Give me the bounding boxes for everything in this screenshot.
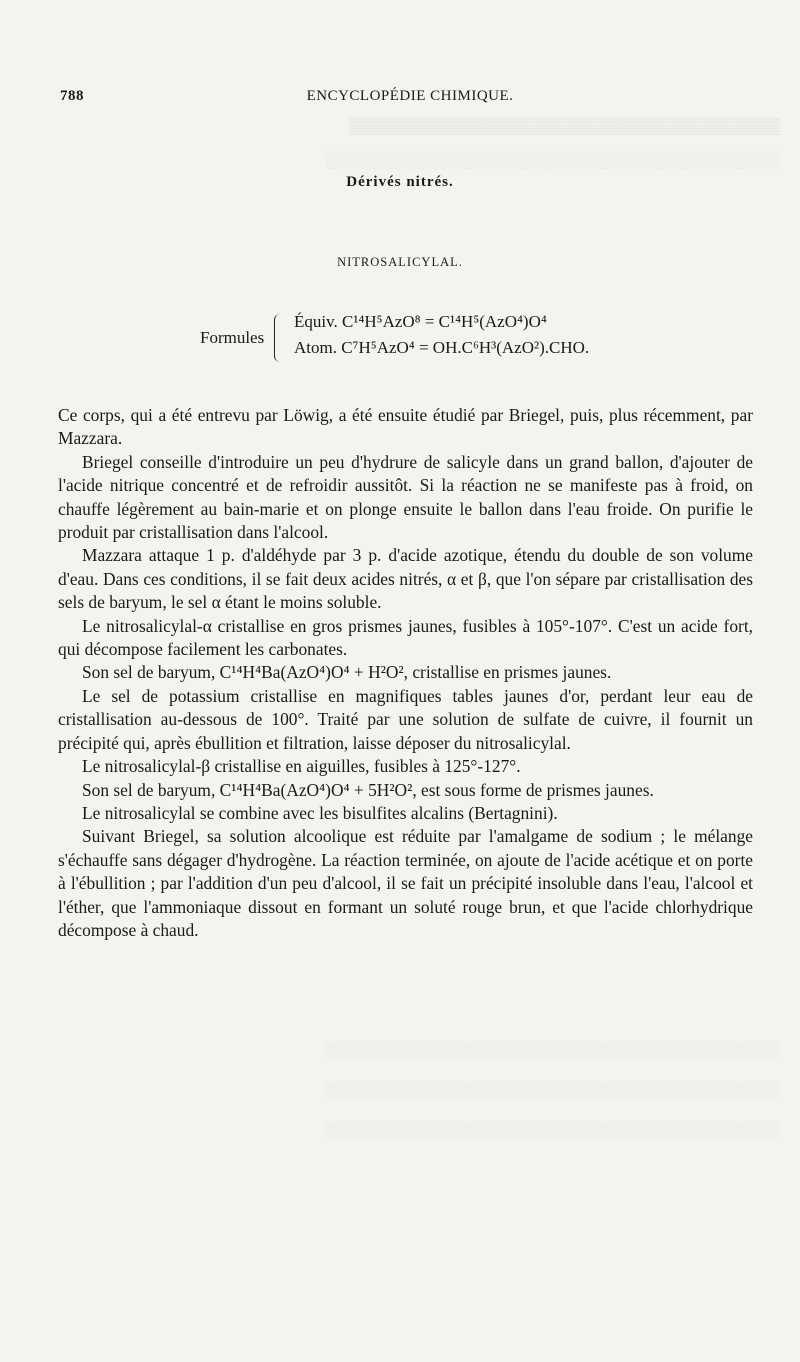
bleed-through-line: ▒▒▒▒▒▒▒▒▒▒▒▒▒▒▒▒▒▒▒▒▒▒▒▒▒▒▒▒▒▒▒▒▒▒▒▒▒▒ xyxy=(349,118,780,135)
formula-equiv: Équiv. C¹⁴H⁵AzO⁸ = C¹⁴H⁵(AzO⁴)O⁴ xyxy=(294,312,547,331)
bleed-through-line: ░░░░░░░░░░░░░░░░░░░░░░░░░░░░░░░░░░░░░░░░ xyxy=(326,152,780,169)
paragraph: Briegel conseille d'introduire un peu d'hydrure de salicyle dans un grand ballon, d'ajouter de l'acide nitrique concentré et de refroidir aussitôt. Si la réaction ne se manifeste pas à froid, on chauffe légèrement au bain-marie et on plonge ensuite le ballon dans l'eau froide. On purifie le produit par cristallisation dans l'alcool. xyxy=(58,451,753,543)
paragraph: Mazzara attaque 1 p. d'aldéhyde par 3 p. d'acide azotique, étendu du double de son volume d'eau. Dans ces conditions, il se fait deux acides nitrés, α et β, que l'on sépare par cristallisation des sels de baryum, le sel α étant le moins soluble. xyxy=(58,545,753,613)
bleed-through-line: ░░░░░░░░░░░░░░░░░░░░░░░░░░░░░░░░░░░░░░░░ xyxy=(326,1122,780,1139)
section-title: Dérivés nitrés. xyxy=(346,174,454,190)
paragraph: Son sel de baryum, C¹⁴H⁴Ba(AzO⁴)O⁴ + H²O², cristallise en prismes jaunes. xyxy=(82,662,612,683)
formula-atom: Atom. C⁷H⁵AzO⁴ = OH.C⁶H³(AzO²).CHO. xyxy=(294,338,590,357)
curly-brace-icon xyxy=(274,314,283,362)
subsection-title: NITROSALICYLAL. xyxy=(337,255,463,269)
paragraph: Le sel de potassium cristallise en magnifiques tables jaunes d'or, perdant leur eau de cristallisation au-dessous de 100°. Traité par une solution de sulfate de cuivre, il fournit un précipité qui, après ébullition et filtration, laisse déposer du nitrosalicylal. xyxy=(58,685,753,753)
formula-label: Formules xyxy=(200,328,265,347)
formula-block xyxy=(190,312,750,368)
page-number: 788 xyxy=(60,88,84,104)
paragraph: Le nitrosalicylal-α cristallise en gros prismes jaunes, fusibles à 105°-107°. C'est un acide fort, qui décompose facilement les carbonates. xyxy=(58,615,753,660)
paragraph: Le nitrosalicylal se combine avec les bisulfites alcalins (Bertagnini). xyxy=(82,802,558,823)
body-text xyxy=(58,404,753,942)
paragraph: Son sel de baryum, C¹⁴H⁴Ba(AzO⁴)O⁴ + 5H²O², est sous forme de prismes jaunes. xyxy=(82,779,654,800)
paragraph: Suivant Briegel, sa solution alcoolique est réduite par l'amalgame de sodium ; le mélange s'échauffe sans dégager d'hydrogène. La réaction terminée, on ajoute de l'acide acétique et on porte à l'ébullition ; par l'addition d'un peu d'alcool, il se fait un précipité insoluble dans l'eau, l'alcool et l'éther, que l'ammoniaque dissout en formant un soluté rouge brun, et que l'acide chlorhydrique décompose à chaud. xyxy=(58,826,753,940)
paragraph: Le nitrosalicylal-β cristallise en aiguilles, fusibles à 125°-127°. xyxy=(82,756,521,777)
paragraph: Ce corps, qui a été entrevu par Löwig, a été ensuite étudié par Briegel, puis, plus récemment, par Mazzara. xyxy=(58,405,753,449)
running-title: ENCYCLOPÉDIE CHIMIQUE. xyxy=(306,88,514,104)
bleed-through-line: ░░░░░░░░░░░░░░░░░░░░░░░░░░░░░░░░░░░░░░░░ xyxy=(326,1042,780,1059)
bleed-through-line: ░░░░░░░░░░░░░░░░░░░░░░░░░░░░░░░░░░░░░░░░ xyxy=(326,1082,780,1099)
